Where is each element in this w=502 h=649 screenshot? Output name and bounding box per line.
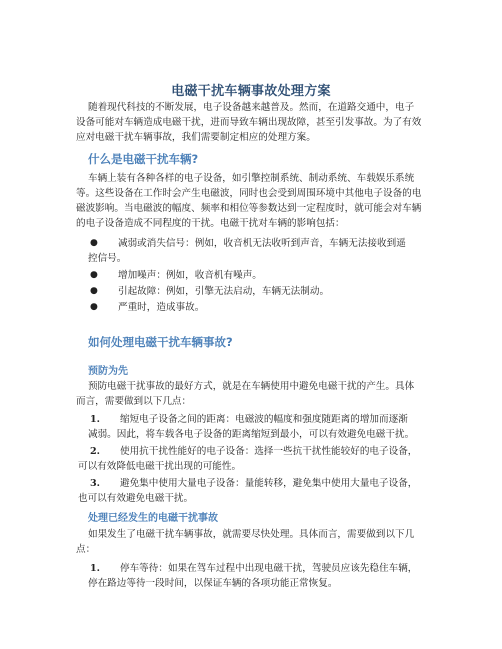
bullet-text: 增加噪声：例如，收音机有噪声。 <box>118 270 262 281</box>
paragraph-line: 如果发生了电磁干扰车辆事故，就需要尽快处理。具体而言，需要做到以下几 <box>88 529 415 540</box>
paragraph-line: 磁波影响。当电磁波的幅度、频率和相位等参数达到一定程度时，就可能会对车辆 <box>76 203 422 214</box>
intro-line: 应对电磁干扰车辆事故，我们需要制定相应的处理方案。 <box>76 132 316 143</box>
numbered-item <box>88 412 415 442</box>
intro-line: 设备可能对车辆造成电磁干扰，进而导致车辆出现故障，甚至引发事故。为了有效 <box>76 117 422 128</box>
subsection-heading-handling: 处理已经发生的电磁干扰事故 <box>88 513 218 524</box>
intro-line: 随着现代科技的不断发展，电子设备越来越普及。然而，在道路交通中，电子 <box>88 102 415 113</box>
bullet-text: 严重时，造成事故。 <box>118 302 205 313</box>
item-text: 停车等待：如果在驾车过程中出现电磁干扰，驾驶员应该先稳住车辆， <box>120 563 418 574</box>
item-text: 减弱。因此，将车载各电子设备的距离缩短到最小，可以有效避免电磁干扰。 <box>88 429 415 440</box>
bullet-dot-icon: ● <box>90 238 98 248</box>
paragraph-line: 的电子设备造成不同程度的干扰。电磁干扰对车辆的影响包括： <box>76 218 345 229</box>
item-text: 使用抗干扰性能好的电子设备：选择一些抗干扰性能较好的电子设备， <box>120 446 418 457</box>
numbered-item <box>88 561 418 591</box>
bullet-text: 减弱或消失信号：例如，收音机无法收听到声音，车辆无法接收到遥 <box>118 238 406 249</box>
bullet-text: 控信号。 <box>88 253 127 264</box>
bullet-item <box>90 300 205 315</box>
item-text: 可以有效降低电磁干扰出现的可能性。 <box>78 461 242 472</box>
numbered-item <box>78 444 418 474</box>
paragraph-line: 等。这些设备在工作时会产生电磁波，同时也会受到周围环境中其他电子设备的电 <box>76 188 422 199</box>
paragraph-line: 而言，需要做到以下几点： <box>76 396 192 407</box>
bullet-dot-icon: ● <box>90 270 98 280</box>
page-title: 电磁干扰车辆事故处理方案 <box>171 84 331 99</box>
item-number: 1. <box>90 563 101 574</box>
item-number: 3. <box>90 478 101 489</box>
subsection-heading-prevention: 预防为先 <box>88 366 128 377</box>
section1-paragraph <box>76 171 422 231</box>
section-heading-what-is: 什么是电磁干扰车辆? <box>88 152 199 166</box>
item-text: 停在路边等待一段时间，以保证车辆的各项功能正常恢复。 <box>88 578 338 589</box>
bullet-item <box>90 268 262 283</box>
paragraph-line: 车辆上装有各种各样的电子设备，如引擎控制系统、制动系统、车载娱乐系统 <box>88 173 415 184</box>
item-number: 1. <box>90 414 101 425</box>
item-text: 缩短电子设备之间的距离：电磁波的幅度和强度随距离的增加而逐渐 <box>120 414 408 425</box>
bullet-item <box>88 236 406 266</box>
item-text: 避免集中使用大量电子设备：量能转移，避免集中使用大量电子设备， <box>120 478 418 489</box>
item-number: 2. <box>90 446 101 457</box>
intro-paragraph <box>76 100 422 145</box>
section-heading-how-to-handle: 如何处理电磁干扰车辆事故? <box>88 335 233 349</box>
numbered-item <box>78 476 418 506</box>
bullet-item <box>90 284 330 299</box>
prevention-paragraph <box>76 379 415 409</box>
bullet-dot-icon: ● <box>90 286 98 296</box>
paragraph-line: 预防电磁干扰事故的最好方式，就是在车辆使用中避免电磁干扰的产生。具体 <box>88 381 415 392</box>
bullet-dot-icon: ● <box>90 302 98 312</box>
paragraph-line: 点： <box>76 544 96 555</box>
item-text: 也可以有效避免电磁干扰。 <box>78 493 194 504</box>
handling-paragraph <box>76 527 415 557</box>
bullet-text: 引起故障：例如，引擎无法启动，车辆无法制动。 <box>118 286 330 297</box>
